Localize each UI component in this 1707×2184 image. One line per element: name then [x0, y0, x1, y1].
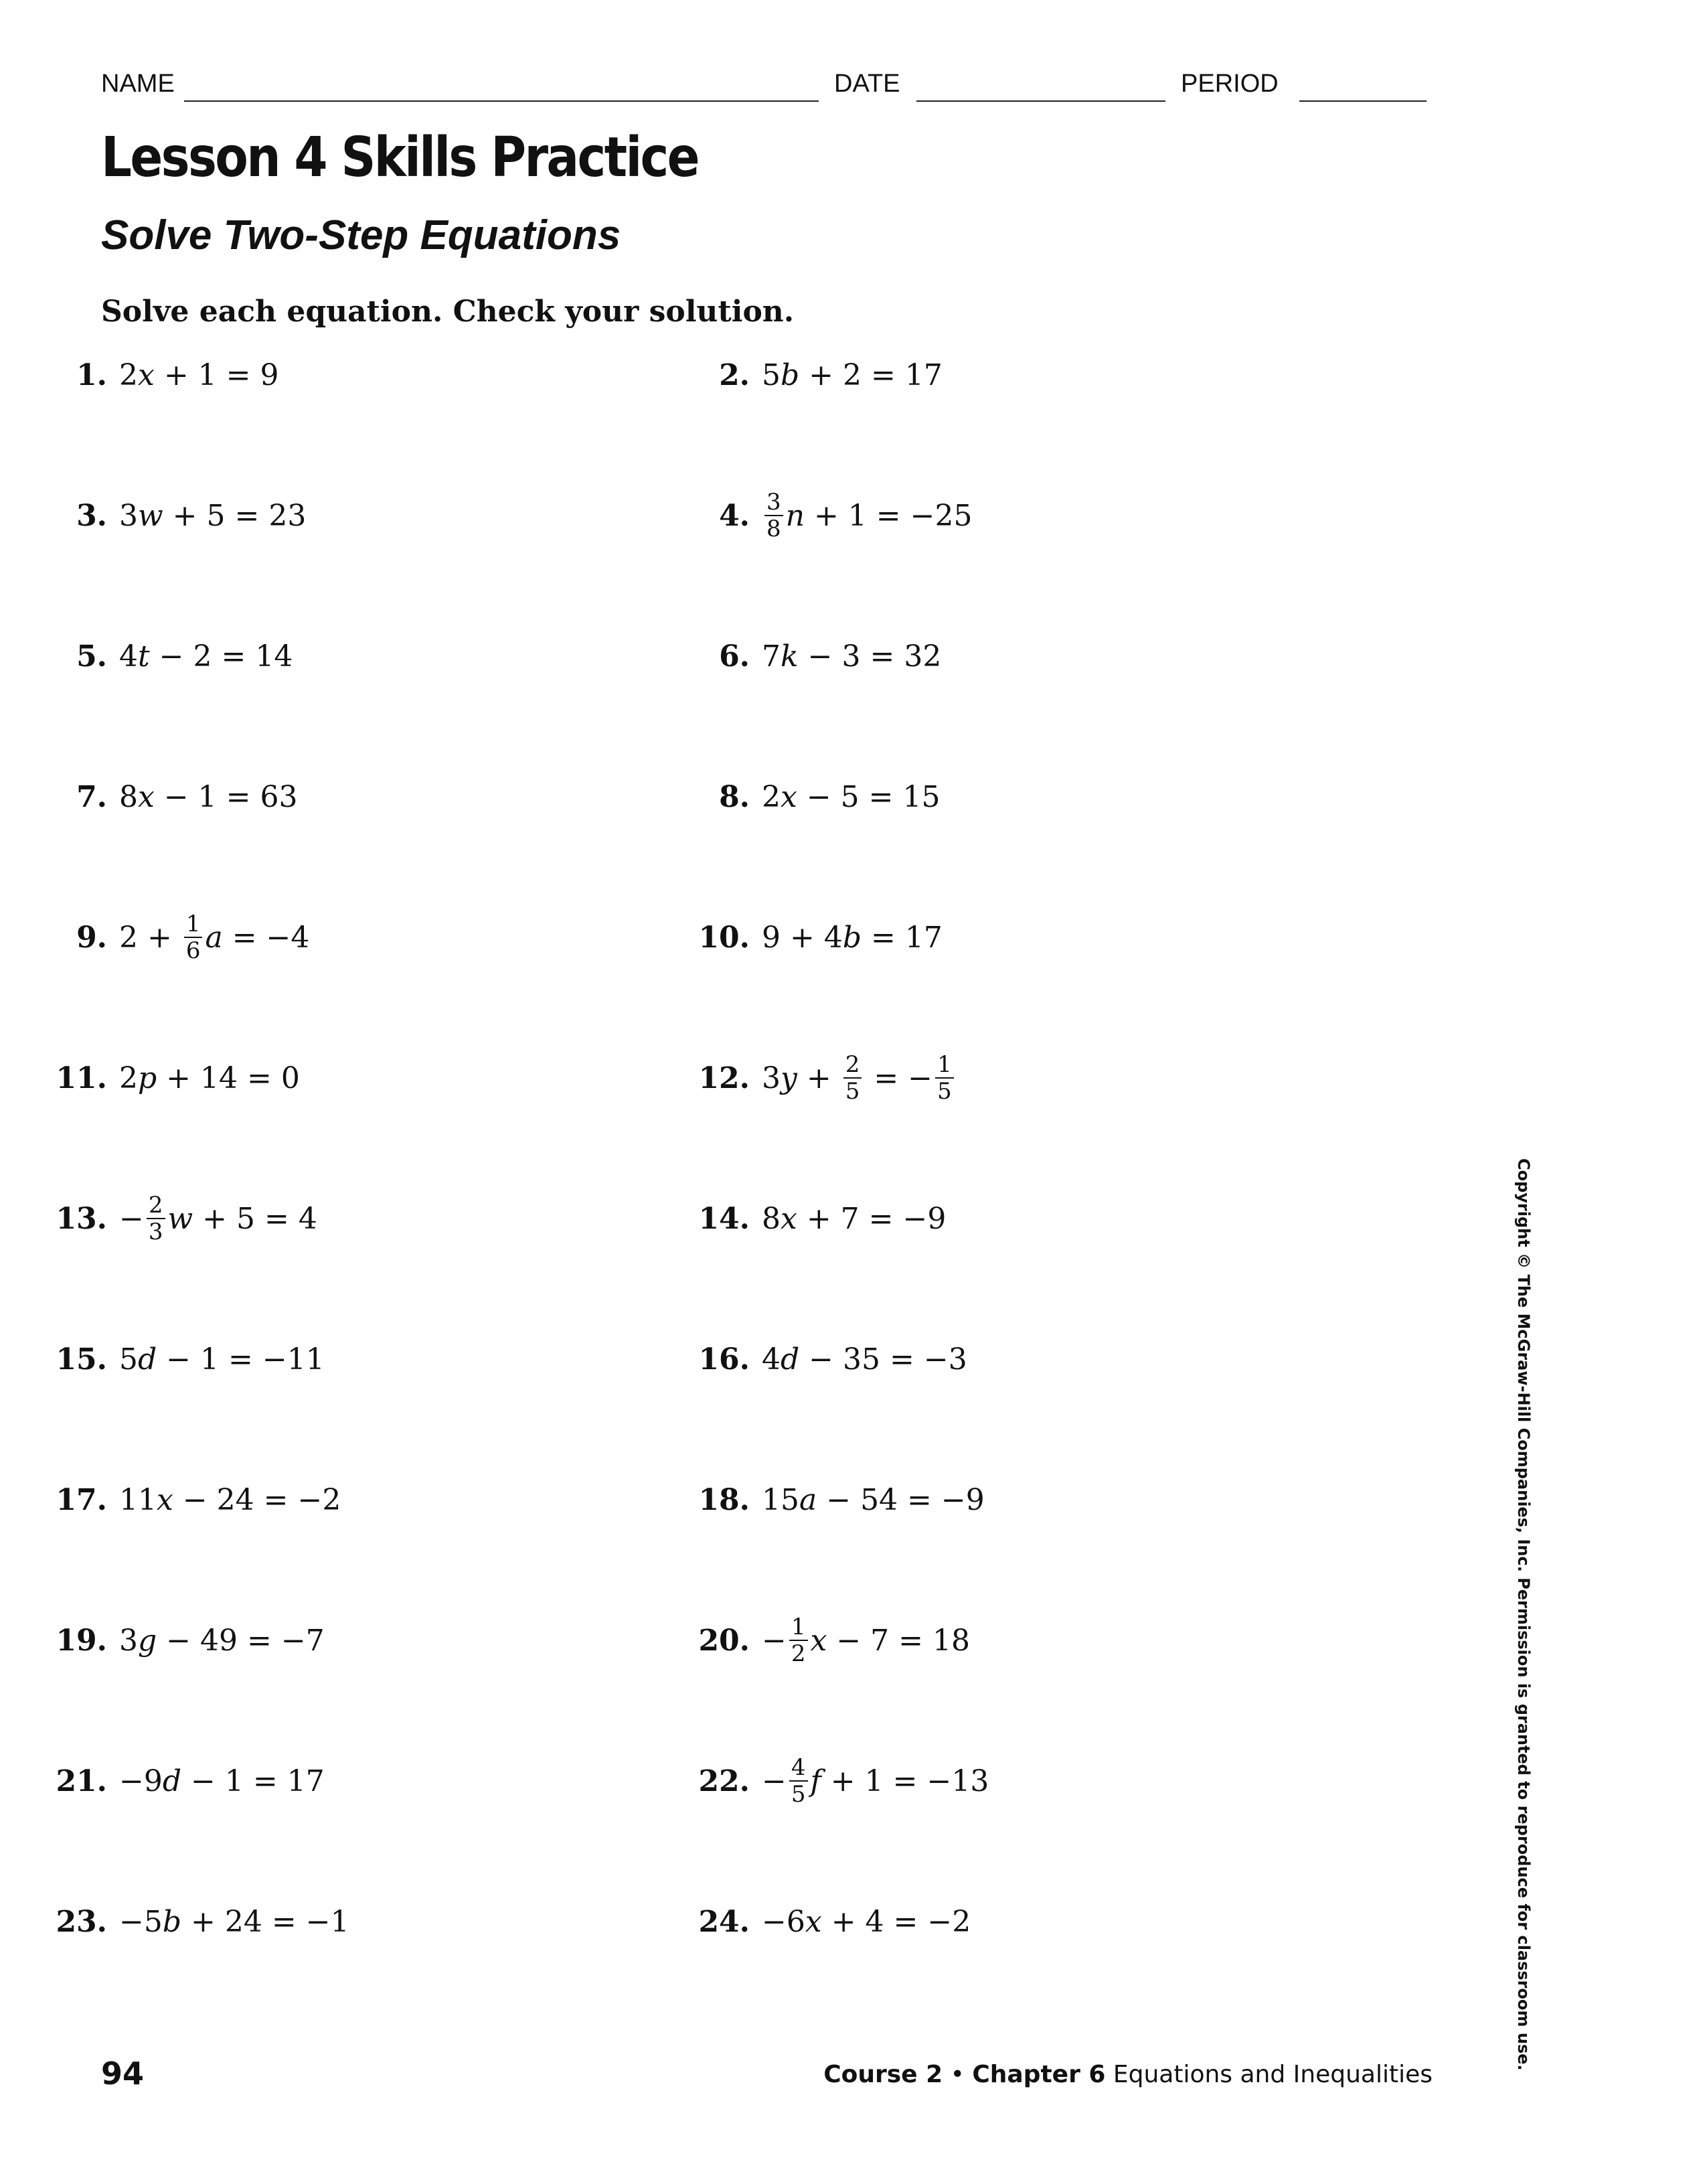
problem-number: 4. — [719, 498, 750, 533]
variable: b — [842, 920, 862, 955]
variable: y — [781, 1061, 797, 1095]
problem-3 — [47, 479, 306, 552]
period-label: PERIOD — [1181, 70, 1279, 98]
date-label: DATE — [834, 70, 900, 98]
variable: d — [138, 1342, 157, 1377]
problem-number: 14. — [698, 1201, 750, 1236]
variable: k — [781, 639, 799, 674]
variable: d — [781, 1342, 800, 1377]
problem-equation: 3 w + 5 = 23 — [119, 498, 307, 533]
variable: f — [810, 1764, 821, 1798]
variable: a — [205, 920, 223, 955]
problem-14 — [689, 1182, 946, 1255]
problem-number: 17. — [56, 1482, 107, 1517]
variable: x — [781, 779, 797, 814]
variable: t — [138, 639, 150, 674]
problem-number: 22. — [698, 1764, 750, 1798]
problem-number: 1. — [76, 358, 107, 392]
footer-topic: Equations and Inequalities — [1113, 2061, 1433, 2088]
problem-9 — [47, 901, 309, 974]
problem-number: 3. — [76, 498, 107, 533]
problem-number: 23. — [56, 1904, 107, 1939]
problem-21 — [47, 1744, 325, 1818]
problem-number: 5. — [76, 639, 107, 674]
problem-13 — [47, 1182, 317, 1255]
footer — [823, 2061, 1433, 2088]
variable: d — [162, 1764, 182, 1798]
problem-15 — [47, 1322, 325, 1396]
problem-7 — [47, 760, 298, 834]
problem-equation: 11 x − 24 = −2 — [119, 1482, 341, 1517]
problem-number: 19. — [56, 1623, 107, 1658]
problem-number: 21. — [56, 1764, 107, 1798]
instructions: Solve each equation. Check your solution. — [101, 295, 795, 329]
period-line — [1299, 100, 1427, 102]
problem-equation: −6 x + 4 = −2 — [762, 1904, 971, 1939]
footer-course: Course 2 — [823, 2061, 943, 2088]
variable: x — [781, 1201, 797, 1236]
variable: p — [138, 1061, 157, 1095]
problem-number: 2. — [719, 358, 750, 392]
problem-equation: 2 + $\frac{1}{6}$ a = −4 — [119, 911, 310, 964]
problem-number: 13. — [56, 1201, 107, 1236]
problem-equation: −5 b + 24 = −1 — [119, 1904, 349, 1939]
problem-24 — [689, 1885, 971, 1958]
variable: x — [810, 1623, 827, 1658]
problem-6 — [689, 619, 941, 693]
problem-equation: − $\frac{1}{2}$ x − 7 = 18 — [762, 1614, 971, 1667]
problem-17 — [47, 1463, 341, 1537]
variable: w — [167, 1201, 193, 1236]
problem-5 — [47, 619, 293, 693]
problem-equation: 9 + 4 b = 17 — [762, 920, 943, 955]
problem-number: 12. — [698, 1061, 750, 1095]
problem-number: 15. — [56, 1342, 107, 1377]
problem-equation: 8 x + 7 = −9 — [762, 1201, 947, 1236]
lesson-subtitle: Solve Two-Step Equations — [101, 212, 621, 258]
variable: n — [785, 498, 805, 533]
problem-equation: −9 d − 1 = 17 — [119, 1764, 325, 1798]
fraction: $\frac{4}{5}$ — [789, 1755, 808, 1807]
problem-equation: 8 x − 1 = 63 — [119, 779, 298, 814]
problem-equation: $\frac{3}{8}$ n + 1 = −25 — [762, 489, 973, 542]
problem-equation: 2 x − 5 = 15 — [762, 779, 941, 814]
problem-number: 24. — [698, 1904, 750, 1939]
problem-number: 7. — [76, 779, 107, 814]
problem-equation: − $\frac{4}{5}$ f + 1 = −13 — [762, 1754, 989, 1808]
variable: w — [138, 498, 163, 533]
variable: x — [805, 1904, 822, 1939]
name-line — [184, 100, 819, 102]
fraction: $\frac{2}{3}$ — [147, 1192, 165, 1245]
fraction: $\frac{3}{8}$ — [764, 489, 783, 542]
problem-11 — [47, 1041, 300, 1115]
problem-20 — [689, 1604, 970, 1677]
problem-equation: 7 k − 3 = 32 — [762, 639, 942, 674]
problem-number: 8. — [719, 779, 750, 814]
problem-4 — [689, 479, 973, 552]
problem-equation: 5 d − 1 = −11 — [119, 1342, 325, 1377]
problem-18 — [689, 1463, 985, 1537]
fraction: $\frac{1}{6}$ — [184, 911, 203, 963]
problem-equation: 4 t − 2 = 14 — [119, 639, 293, 674]
problem-number: 20. — [698, 1623, 750, 1658]
footer-bullet: • — [950, 2061, 965, 2088]
problem-10 — [689, 901, 943, 974]
problem-23 — [47, 1885, 349, 1958]
fraction: $\frac{1}{2}$ — [789, 1614, 808, 1666]
problem-12 — [689, 1041, 957, 1115]
problem-number: 10. — [698, 920, 750, 955]
variable: a — [799, 1482, 817, 1517]
fraction: $\frac{2}{5}$ — [843, 1052, 862, 1104]
variable: x — [157, 1482, 173, 1517]
problem-number: 6. — [719, 639, 750, 674]
problem-number: 11. — [56, 1061, 107, 1095]
problem-number: 9. — [76, 920, 107, 955]
problem-2 — [689, 338, 943, 412]
date-line — [916, 100, 1165, 102]
copyright-notice: Copyright © The McGraw-Hill Companies, Inc. Permission is granted to reproduce for classroom use. — [1514, 1158, 1533, 2071]
problem-equation: 2 p + 14 = 0 — [119, 1061, 300, 1095]
problem-19 — [47, 1604, 325, 1677]
problem-16 — [689, 1322, 967, 1396]
lesson-title: Lesson 4 Skills Practice — [101, 126, 698, 189]
variable: x — [138, 779, 155, 814]
problem-1 — [47, 338, 279, 412]
problem-equation: 5 b + 2 = 17 — [762, 358, 943, 392]
problem-equation: 3 y + $\frac{2}{5}$ = − $\frac{1}{5}$ — [762, 1052, 957, 1104]
problem-number: 18. — [698, 1482, 750, 1517]
variable: b — [162, 1904, 182, 1939]
name-label: NAME — [101, 70, 175, 98]
fraction: $\frac{1}{5}$ — [935, 1052, 954, 1104]
variable: b — [781, 358, 800, 392]
problem-equation: − $\frac{2}{3}$ w + 5 = 4 — [119, 1192, 317, 1245]
problem-equation: 4 d − 35 = −3 — [762, 1342, 967, 1377]
page-number: 94 — [101, 2055, 145, 2092]
footer-chapter: Chapter 6 — [972, 2061, 1106, 2088]
problem-22 — [689, 1744, 989, 1818]
problem-8 — [689, 760, 941, 834]
problem-equation: 15 a − 54 = −9 — [762, 1482, 985, 1517]
problem-equation: 3 g − 49 = −7 — [119, 1623, 325, 1658]
problem-number: 16. — [698, 1342, 750, 1377]
variable: x — [138, 358, 155, 392]
variable: g — [138, 1623, 157, 1658]
problem-equation: 2 x + 1 = 9 — [119, 358, 279, 392]
